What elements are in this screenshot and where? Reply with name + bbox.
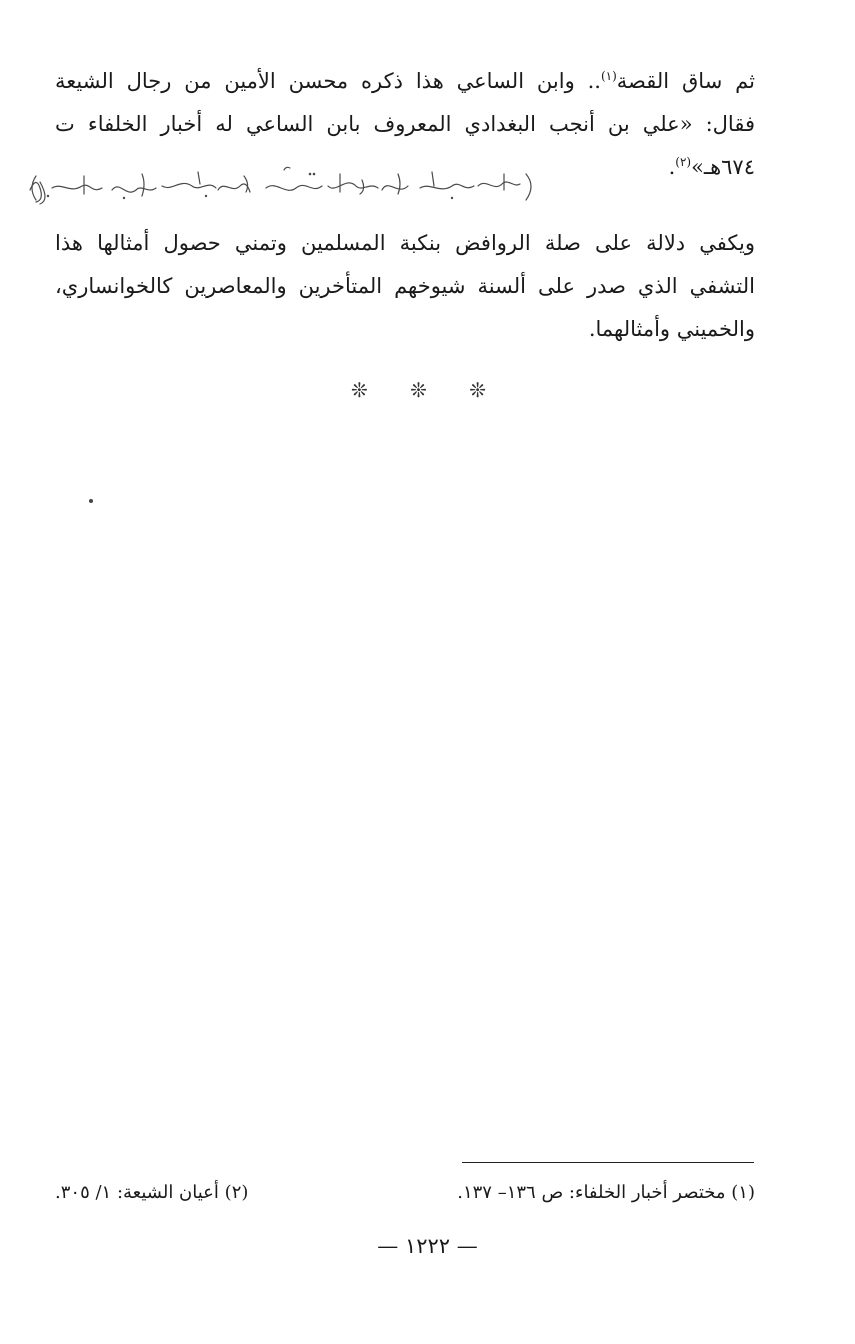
paragraph-1-line-1 — [55, 60, 755, 103]
paragraph-2-line-2: التشفي الذي صدر على ألسنة شيوخهم المتأخرين والمعاصرين كالخوانساري، — [55, 274, 755, 298]
section-separator: ❊ ❊ ❊ — [351, 378, 504, 402]
footnotes — [55, 1178, 755, 1212]
footnote-text: مختصر أخبار الخلفاء: ص ١٣٦– ١٣٧. — [457, 1182, 726, 1203]
text-segment: ثم ساق القصة — [616, 69, 755, 93]
footnote-1 — [457, 1178, 755, 1208]
handwritten-annotation — [22, 160, 542, 210]
footnote-text: أعيان الشيعة: ١/ ٣٠٥. — [55, 1182, 219, 1203]
footnote-rule — [462, 1162, 754, 1163]
paragraph-1-line-2: فقال: «علي بن أنجب البغدادي المعروف بابن الساعي له أخبار الخلفاء ت — [55, 112, 755, 136]
text-segment: ٦٧٤هـ» — [691, 155, 755, 179]
paragraph-2-line-1: ويكفي دلالة على صلة الروافض بنكبة المسلمين وتمني حصول أمثالها هذا — [55, 231, 755, 255]
page-number: — ١٢٢٢ — — [377, 1234, 478, 1258]
scan-speck — [89, 499, 93, 503]
footnote-number: (٢) — [224, 1182, 249, 1203]
footnote-ref-2[interactable]: (٢) — [675, 155, 692, 169]
paragraph-2 — [55, 222, 755, 351]
text-segment: .. وابن الساعي هذا ذكره محسن الأمين من رجال الشيعة — [55, 69, 601, 93]
footnote-ref-1[interactable]: (١) — [600, 69, 617, 83]
text-segment: . — [668, 155, 676, 179]
footnote-number: (١) — [731, 1182, 755, 1203]
footnote-2 — [55, 1178, 248, 1208]
paragraph-2-line-3: والخميني وأمثالهما. — [588, 317, 755, 341]
